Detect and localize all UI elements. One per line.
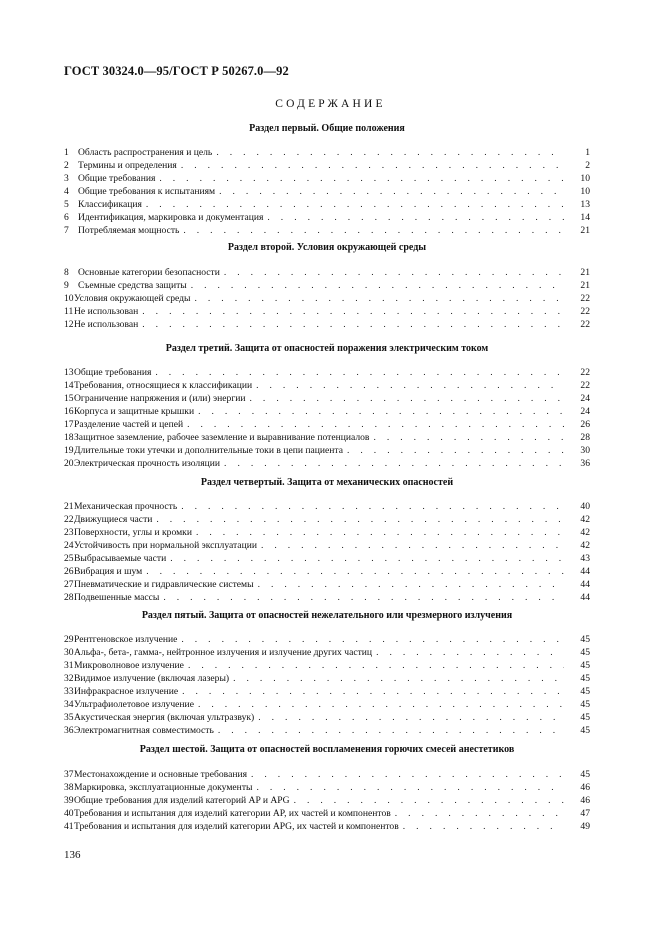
toc-entry-label: Механическая прочность	[74, 501, 178, 512]
toc-entry-label: Не использован	[74, 318, 139, 330]
toc-entry[interactable]	[64, 199, 590, 212]
toc-entry-page: 22	[580, 367, 590, 378]
toc-entry-label: Общие требования к испытаниям	[78, 185, 216, 197]
toc-entry-label: Акустическая энергия (включая ультразвук)	[74, 711, 255, 723]
toc-entry-number: 6	[64, 211, 69, 223]
toc-entry-label: Термины и определения	[78, 159, 177, 171]
toc-entry[interactable]	[64, 712, 590, 725]
toc-entry-label: Корпуса и защитные крышки	[74, 405, 195, 417]
toc-entry-page: 45	[580, 724, 590, 736]
toc-entry[interactable]	[64, 514, 590, 527]
toc-entry-page: 36	[580, 457, 590, 469]
toc-entry-page: 13	[580, 198, 590, 210]
toc-entry-number: 11	[64, 305, 74, 317]
dot-leader	[142, 319, 564, 332]
dot-leader	[251, 769, 564, 782]
toc-entry-page: 40	[580, 501, 590, 512]
toc-entry-page: 47	[580, 807, 590, 819]
toc-entry-page: 44	[580, 591, 590, 603]
toc-entry[interactable]	[64, 173, 590, 186]
toc-entry-page: 22	[580, 305, 590, 317]
toc-entry-label: Область распространения и цель	[78, 147, 213, 158]
toc-entry-page: 22	[580, 318, 590, 330]
toc-entry-label: Рентгеновское излучение	[74, 634, 178, 645]
toc-entry-number: 36	[64, 724, 74, 736]
toc-entry-page: 22	[580, 292, 590, 304]
toc-entry-number: 33	[64, 685, 74, 697]
section-5	[64, 609, 590, 736]
dot-leader	[258, 579, 564, 592]
section-entries	[64, 267, 590, 332]
toc-entry-number: 27	[64, 578, 74, 590]
toc-entry-number: 14	[64, 379, 74, 391]
dot-leader	[146, 566, 564, 579]
dot-leader	[198, 406, 564, 419]
dot-leader	[261, 540, 564, 553]
toc-entry-label: Поверхности, углы и кромки	[74, 526, 192, 538]
toc-title: СОДЕРЖАНИЕ	[275, 98, 386, 110]
section-3	[64, 342, 590, 469]
toc-entry-number: 1	[64, 147, 69, 158]
dot-leader	[181, 501, 564, 514]
toc-entry[interactable]	[64, 160, 590, 173]
toc-entry-page: 49	[580, 820, 590, 832]
toc-entry-number: 21	[64, 501, 74, 512]
toc-entry-number: 17	[64, 418, 74, 430]
toc-entry-page: 45	[580, 646, 590, 658]
toc-entry-label: Классификация	[78, 198, 142, 210]
toc-entry-page: 10	[580, 172, 590, 184]
toc-entry-page: 14	[580, 211, 590, 223]
toc-entry-page: 46	[580, 781, 590, 793]
toc-entry-label: Условия окружающей среды	[74, 292, 191, 304]
toc-entry-number: 22	[64, 513, 74, 525]
toc-entry-number: 25	[64, 552, 74, 564]
toc-entry-page: 21	[580, 267, 590, 278]
toc-entry-number: 15	[64, 392, 74, 404]
toc-entry-number: 18	[64, 431, 74, 443]
dot-leader	[198, 699, 564, 712]
toc-entry-number: 35	[64, 711, 74, 723]
section-title: Раздел второй. Условия окружающей среды	[227, 242, 427, 253]
toc-entry[interactable]	[64, 225, 590, 238]
dot-leader	[233, 673, 564, 686]
toc-entry[interactable]	[64, 393, 590, 406]
toc-entry-page: 45	[580, 685, 590, 697]
toc-entry-number: 31	[64, 659, 74, 671]
toc-entry[interactable]	[64, 725, 590, 738]
dot-leader	[250, 393, 564, 406]
toc-entry[interactable]	[64, 445, 590, 458]
toc-entry[interactable]	[64, 553, 590, 566]
dot-leader	[224, 458, 564, 471]
toc-entry[interactable]	[64, 147, 590, 160]
toc-entry-label: Альфа-, бета-, гамма-, нейтронное излучения и излучение других частиц	[74, 646, 373, 658]
dot-leader	[159, 173, 564, 186]
toc-entry[interactable]	[64, 380, 590, 393]
section-entries	[64, 147, 590, 238]
toc-entry-label: Требования, относящиеся к классификации	[74, 379, 253, 391]
toc-entry[interactable]	[64, 186, 590, 199]
dot-leader	[170, 553, 564, 566]
toc-entry[interactable]	[64, 782, 590, 795]
toc-entry-label: Устойчивость при нормальной эксплуатации	[74, 539, 257, 551]
page-number: 136	[64, 849, 81, 861]
toc-entry-number: 7	[64, 224, 69, 236]
dot-leader	[376, 647, 564, 660]
section-title: Раздел четвертый. Защита от механических опасностей	[200, 477, 454, 488]
toc-entry[interactable]	[64, 673, 590, 686]
toc-entry-label: Требования и испытания для изделий категории APG, их частей и компонентов	[74, 820, 399, 832]
toc-entry[interactable]	[64, 293, 590, 306]
toc-entry-label: Пневматические и гидравлические системы	[74, 578, 254, 590]
toc-entry-label: Подвешенные массы	[74, 591, 160, 603]
toc-entry-number: 16	[64, 405, 74, 417]
toc-entry[interactable]	[64, 212, 590, 225]
toc-entry[interactable]	[64, 634, 590, 647]
toc-entry-label: Местонахождение и основные требования	[74, 769, 248, 780]
toc-entry-number: 38	[64, 781, 74, 793]
dot-leader	[256, 782, 564, 795]
dot-leader	[395, 808, 564, 821]
toc-entry-page: 10	[580, 185, 590, 197]
dot-leader	[218, 725, 564, 738]
toc-entry-number: 30	[64, 646, 74, 658]
toc-entry[interactable]	[64, 501, 590, 514]
toc-entry[interactable]	[64, 540, 590, 553]
toc-entry[interactable]	[64, 808, 590, 821]
toc-entry-page: 46	[580, 794, 590, 806]
dot-leader	[373, 432, 564, 445]
section-4	[64, 476, 590, 603]
toc-entry[interactable]	[64, 795, 590, 808]
toc-entry-page: 26	[580, 418, 590, 430]
toc-entry-page: 45	[580, 634, 590, 645]
dot-leader	[256, 380, 564, 393]
toc-entry[interactable]	[64, 566, 590, 579]
toc-entry[interactable]	[64, 432, 590, 445]
toc-entry-page: 42	[580, 526, 590, 538]
toc-entry-number: 9	[64, 279, 69, 291]
dot-leader	[188, 660, 564, 673]
dot-leader	[267, 212, 564, 225]
section-title: Раздел первый. Общие положения	[249, 123, 405, 134]
document-header: ГОСТ 30324.0—95/ГОСТ Р 50267.0—92	[64, 64, 289, 78]
toc-entry-label: Микроволновое излучение	[74, 659, 184, 671]
toc-entry-number: 37	[64, 769, 74, 780]
toc-entry[interactable]	[64, 406, 590, 419]
toc-entry-page: 45	[580, 698, 590, 710]
toc-entry-number: 40	[64, 807, 74, 819]
toc-entry-number: 23	[64, 526, 74, 538]
toc-entry[interactable]	[64, 367, 590, 380]
toc-entry-label: Выбрасываемые части	[74, 552, 167, 564]
toc-entry-number: 29	[64, 634, 74, 645]
toc-entry[interactable]	[64, 579, 590, 592]
toc-entry-number: 19	[64, 444, 74, 456]
toc-entry-label: Общие требования для изделий категорий AP и APG	[74, 794, 290, 806]
section-title: Раздел шестой. Защита от опасностей воспламенения горючих смесей анестетиков	[139, 744, 515, 755]
dot-leader	[183, 225, 564, 238]
toc-entry-page: 45	[580, 659, 590, 671]
dot-leader	[142, 306, 564, 319]
toc-entry-label: Ультрафиолетовое излучение	[74, 698, 194, 710]
toc-entry-page: 45	[580, 672, 590, 684]
toc-entry-label: Общие требования	[78, 172, 156, 184]
toc-entry-number: 13	[64, 367, 74, 378]
toc-entry[interactable]	[64, 527, 590, 540]
toc-entry-label: Инфракрасное излучение	[74, 685, 179, 697]
dot-leader	[156, 514, 564, 527]
toc-entry[interactable]	[64, 458, 590, 471]
toc-entry-number: 2	[64, 159, 69, 171]
toc-entry-number: 20	[64, 457, 74, 469]
toc-entry-label: Видимое излучение (включая лазеры)	[74, 672, 230, 684]
toc-entry-number: 39	[64, 794, 74, 806]
dot-leader	[347, 445, 564, 458]
dot-leader	[181, 160, 564, 173]
toc-entry-number: 5	[64, 198, 69, 210]
dot-leader	[146, 199, 564, 212]
toc-entry[interactable]	[64, 267, 590, 280]
toc-entry-label: Не использован	[74, 305, 139, 317]
section-2	[64, 241, 590, 330]
dot-leader	[163, 592, 564, 605]
toc-entry[interactable]	[64, 647, 590, 660]
toc-entry-page: 2	[585, 159, 590, 171]
dot-leader	[219, 186, 564, 199]
toc-entry-number: 4	[64, 185, 69, 197]
toc-entry-page: 21	[580, 279, 590, 291]
toc-entry-label: Длительные токи утечки и дополнительные токи в цепи пациента	[74, 444, 343, 456]
dot-leader	[182, 686, 564, 699]
toc-entry-number: 12	[64, 318, 74, 330]
toc-entry-page: 43	[580, 552, 590, 564]
dot-leader	[258, 712, 564, 725]
toc-entry-page: 42	[580, 539, 590, 551]
toc-entry-page: 21	[580, 224, 590, 236]
toc-entry[interactable]	[64, 769, 590, 782]
toc-entry-page: 22	[580, 379, 590, 391]
toc-entry[interactable]	[64, 280, 590, 293]
toc-entry-number: 24	[64, 539, 74, 551]
section-entries	[64, 501, 590, 605]
dot-leader	[216, 147, 564, 160]
toc-entry-number: 3	[64, 172, 69, 184]
toc-entry-number: 32	[64, 672, 74, 684]
toc-entry-number: 41	[64, 820, 74, 832]
toc-entry-number: 10	[64, 292, 74, 304]
toc-entry-label: Общие требования	[74, 367, 152, 378]
dot-leader	[187, 419, 564, 432]
toc-entry-page: 24	[580, 405, 590, 417]
dot-leader	[191, 280, 564, 293]
toc-entry-label: Защитное заземление, рабочее заземление и выравнивание потенциалов	[74, 431, 370, 443]
toc-entry[interactable]	[64, 319, 590, 332]
toc-entry-number: 28	[64, 591, 74, 603]
toc-entry-page: 28	[580, 431, 590, 443]
toc-entry-label: Электромагнитная совместимость	[74, 724, 214, 736]
toc-entry-page: 24	[580, 392, 590, 404]
dot-leader	[403, 821, 564, 834]
toc-entry[interactable]	[64, 821, 590, 834]
dot-leader	[195, 293, 564, 306]
toc-entry[interactable]	[64, 419, 590, 432]
toc-entry[interactable]	[64, 699, 590, 712]
toc-entry[interactable]	[64, 306, 590, 319]
toc-entry-number: 8	[64, 267, 69, 278]
toc-entry-label: Маркировка, эксплуатационные документы	[74, 781, 253, 793]
dot-leader	[181, 634, 564, 647]
section-entries	[64, 769, 590, 834]
toc-entry-label: Электрическая прочность изоляции	[74, 457, 221, 469]
dot-leader	[155, 367, 564, 380]
section-entries	[64, 634, 590, 738]
toc-entry-page: 45	[580, 769, 590, 780]
dot-leader	[224, 267, 564, 280]
toc-entry-label: Разделение частей и цепей	[74, 418, 184, 430]
section-title: Раздел третий. Защита от опасностей поражения электрическим током	[165, 343, 489, 354]
toc-entry-number: 26	[64, 565, 74, 577]
dot-leader	[294, 795, 564, 808]
toc-entry-page: 45	[580, 711, 590, 723]
toc-entry-label: Требования и испытания для изделий категории AP, их частей и компонентов	[74, 807, 391, 819]
toc-entry-page: 44	[580, 565, 590, 577]
toc-entry-label: Основные категории безопасности	[78, 267, 220, 278]
toc-entry-number: 34	[64, 698, 74, 710]
toc-entry-label: Потребляемая мощность	[78, 224, 180, 236]
section-1	[64, 122, 590, 236]
toc-entry-page: 44	[580, 578, 590, 590]
toc-entry[interactable]	[64, 686, 590, 699]
section-title: Раздел пятый. Защита от опасностей нежелательного или чрезмерного излучения	[141, 610, 513, 621]
toc-entry-label: Идентификация, маркировка и документация	[78, 211, 264, 223]
toc-entry-page: 30	[580, 444, 590, 456]
section-entries	[64, 367, 590, 471]
toc-entry-label: Вибрация и шум	[74, 565, 143, 577]
toc-entry[interactable]	[64, 660, 590, 673]
toc-entry-label: Ограничение напряжения и (или) энергии	[74, 392, 246, 404]
dot-leader	[196, 527, 564, 540]
toc-entry-page: 42	[580, 513, 590, 525]
section-6	[64, 743, 590, 832]
toc-entry[interactable]	[64, 592, 590, 605]
toc-entry-page: 1	[585, 147, 590, 158]
toc-entry-label: Съемные средства защиты	[78, 279, 187, 291]
toc-entry-label: Движущиеся части	[74, 513, 153, 525]
